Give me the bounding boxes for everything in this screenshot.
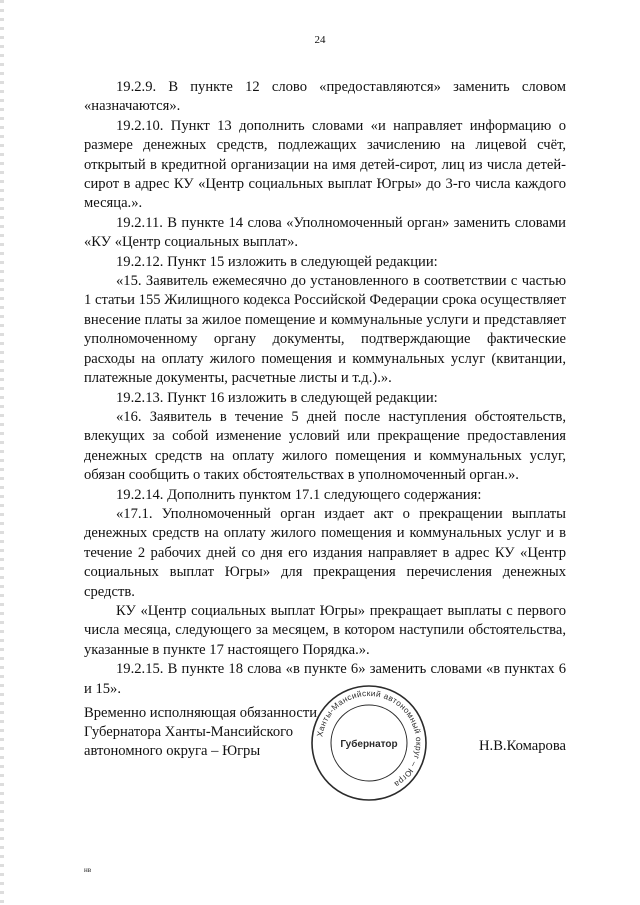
quoted-item-16: «16. Заявитель в течение 5 дней после наступления обстоятельств, влекущих за собой изменение условий или прекращение предоставления денежных средств на оплату жилого помещения и коммунальных услуг, обязан сообщить о таких обстоятельствах в уполномоченный орган.». xyxy=(84,408,566,484)
scan-edge-artifact xyxy=(0,0,4,905)
paragraph-19-2-11: 19.2.11. В пункте 14 слова «Уполномоченный орган» заменить словами «КУ «Центр социальных выплат». xyxy=(84,214,566,251)
seal-center-text: Губернатор xyxy=(340,739,398,750)
footer-mark: нв xyxy=(84,866,92,874)
signer-title xyxy=(84,704,334,761)
paragraph-19-2-15: 19.2.15. В пункте 18 слова «в пункте 6» заменить словами «в пунктах 6 и 15». xyxy=(84,661,566,697)
paragraph-19-2-10: 19.2.10. Пункт 13 дополнить словами «и направляет информацию о размере денежных средств, подлежащих зачислению на лицевой счёт, открытый в кредитной организации на имя детей-сирот, лиц из числа детей-сирот в адрес КУ «Центр социальных выплат Югры» до 3-го числа каждого месяца.». xyxy=(84,117,566,212)
signature-block xyxy=(84,688,566,814)
page-number: 24 xyxy=(314,34,326,46)
paragraph-19-2-14: 19.2.14. Дополнить пунктом 17.1 следующего содержания: xyxy=(116,486,482,503)
quoted-item-15: «15. Заявитель ежемесячно до установленного в соответствии с частью 1 статьи 155 Жилищного кодекса Российской Федерации срока осуществляет внесение платы за жилое помещение и коммунальные услуги и представляет уполномоченному органу документы, подтверждающие фактические расходы на оплату жилого помещения и коммунальных услуг (квитанции, платежные документы, расчетные листы и т.д.).». xyxy=(84,273,566,387)
signer-title-line: Губернатора Ханты-Мансийского xyxy=(84,724,294,740)
paragraph-19-2-9: 19.2.9. В пункте 12 слово «предоставляются» заменить словом «назначаются». xyxy=(84,79,566,115)
paragraph-19-2-12: 19.2.12. Пункт 15 изложить в следующей редакции: xyxy=(116,253,438,270)
signer-title-line: Временно исполняющая обязанности xyxy=(84,705,318,721)
signer-title-line: автономного округа – Югры xyxy=(84,743,261,759)
quoted-item-17-1-continued: КУ «Центр социальных выплат Югры» прекращает выплаты с первого числа месяца, следующего за месяцем, в котором наступили обстоятельства, указанные в пункте 17 настоящего Порядка.». xyxy=(84,602,566,658)
paragraph-19-2-13: 19.2.13. Пункт 16 изложить в следующей редакции: xyxy=(116,389,438,406)
quoted-item-17-1: «17.1. Уполномоченный орган издает акт о прекращении выплаты денежных средств на оплату жилого помещения и коммунальных услуг и в течение 2 рабочих дней со дня его издания направляет в адрес КУ «Центр социальных выплат Югры» для прекращения перечисления денежных средств. xyxy=(84,505,566,600)
document-body xyxy=(84,78,566,699)
seal-ring-text: Ханты-Мансийский автономный округ – Югра xyxy=(315,688,424,790)
official-seal xyxy=(309,683,429,803)
signer-name: Н.В.Комарова xyxy=(479,738,566,754)
